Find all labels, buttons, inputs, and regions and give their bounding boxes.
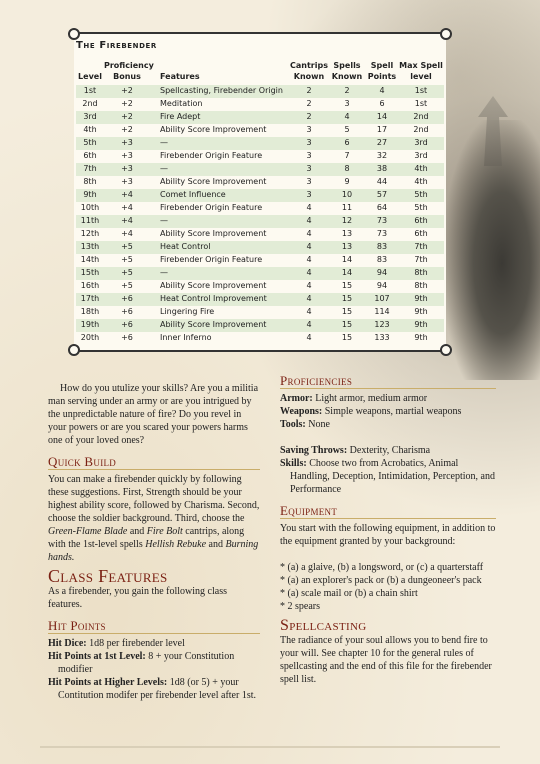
table-row — [76, 332, 444, 345]
header-max-spell-level: Max Spell level — [399, 61, 443, 81]
cell-spells-known: 14 — [341, 268, 353, 277]
cell-cantrips: 4 — [306, 320, 312, 329]
cell-level: 17th — [80, 294, 100, 303]
cell-spell-points: 4 — [379, 86, 385, 95]
cell-level: 19th — [80, 320, 100, 329]
cell-proficiency: +5 — [121, 281, 133, 290]
cell-spells-known: 7 — [344, 151, 350, 160]
cell-max-level: 6th — [414, 229, 428, 238]
cell-level: 6th — [83, 151, 97, 160]
cell-level: 16th — [80, 281, 100, 290]
table-row — [76, 267, 444, 280]
table-row — [76, 306, 444, 319]
table-corner-ornament — [440, 28, 452, 40]
cell-cantrips: 3 — [306, 125, 312, 134]
cell-features: Inner Inferno — [160, 333, 212, 342]
cell-features: — — [160, 164, 168, 173]
table-row — [76, 202, 444, 215]
cell-max-level: 5th — [414, 190, 428, 199]
cell-spells-known: 13 — [341, 242, 353, 251]
cell-level: 7th — [83, 164, 97, 173]
cell-proficiency: +2 — [121, 99, 133, 108]
table-title: The Firebender — [76, 40, 157, 51]
cell-spells-known: 10 — [341, 190, 353, 199]
spellcasting-text: The radiance of your soul allows you to bend fire to your will. See chapter 10 for the general rules of spellcasting and the end of this file for the firebender spell list. — [280, 635, 492, 685]
table-row — [76, 280, 444, 293]
cell-level: 1st — [83, 86, 97, 95]
cell-spells-known: 11 — [341, 203, 353, 212]
cell-cantrips: 4 — [306, 333, 312, 342]
cell-proficiency: +4 — [121, 216, 133, 225]
cell-spells-known: 4 — [344, 112, 350, 121]
quick-build-heading: Quick Build — [48, 455, 260, 470]
cell-proficiency: +6 — [121, 333, 133, 342]
cell-spell-points: 14 — [376, 112, 388, 121]
cell-level: 10th — [80, 203, 100, 212]
cell-level: 4th — [83, 125, 97, 134]
cell-level: 13th — [80, 242, 100, 251]
cell-spell-points: 38 — [376, 164, 388, 173]
cell-cantrips: 4 — [306, 203, 312, 212]
cell-features: Ability Score Improvement — [160, 281, 267, 290]
cell-max-level: 6th — [414, 216, 428, 225]
equipment-list — [280, 561, 496, 613]
cell-spell-points: 6 — [379, 99, 385, 108]
header-proficiency: Proficiency Bonus — [104, 61, 154, 81]
table-row — [76, 215, 444, 228]
cell-proficiency: +4 — [121, 190, 133, 199]
cell-spells-known: 15 — [341, 333, 353, 342]
equipment-item: * 2 spears — [280, 601, 320, 612]
cell-cantrips: 4 — [306, 229, 312, 238]
cell-max-level: 9th — [414, 320, 428, 329]
cell-proficiency: +2 — [121, 112, 133, 121]
cell-proficiency: +3 — [121, 138, 133, 147]
cell-level: 3rd — [83, 112, 97, 121]
tools-line: Tools: None — [280, 419, 330, 430]
cell-proficiency: +3 — [121, 164, 133, 173]
cell-level: 18th — [80, 307, 100, 316]
cell-spells-known: 8 — [344, 164, 350, 173]
cell-max-level: 9th — [414, 294, 428, 303]
cell-proficiency: +3 — [121, 177, 133, 186]
cell-max-level: 8th — [414, 281, 428, 290]
header-level: Level — [78, 72, 102, 81]
cell-features: Ability Score Improvement — [160, 320, 267, 329]
cell-cantrips: 4 — [306, 281, 312, 290]
cell-level: 8th — [83, 177, 97, 186]
cell-features: Ability Score Improvement — [160, 177, 267, 186]
cell-max-level: 3rd — [414, 151, 428, 160]
table-row — [76, 137, 444, 150]
cell-max-level: 8th — [414, 268, 428, 277]
cell-cantrips: 4 — [306, 242, 312, 251]
hit-dice-line: Hit Dice: 1d8 per firebender level — [48, 638, 185, 649]
table-row — [76, 176, 444, 189]
cell-features: Fire Adept — [160, 112, 201, 121]
cell-level: 14th — [80, 255, 100, 264]
hit-points-heading: Hit Points — [48, 619, 260, 634]
cell-features: Lingering Fire — [160, 307, 215, 316]
cell-spell-points: 17 — [376, 125, 388, 134]
hp-higher-levels-line: Hit Points at Higher Levels: 1d8 (or 5) + your Contitution modifer per firebender level after 1st. — [48, 677, 256, 701]
cell-max-level: 7th — [414, 255, 428, 264]
table-corner-ornament — [440, 344, 452, 356]
cell-cantrips: 4 — [306, 268, 312, 277]
cell-spell-points: 64 — [376, 203, 388, 212]
right-column — [280, 372, 496, 686]
cell-cantrips: 3 — [306, 177, 312, 186]
cell-max-level: 3rd — [414, 138, 428, 147]
cell-cantrips: 3 — [306, 164, 312, 173]
cell-spell-points: 123 — [374, 320, 390, 329]
cell-spells-known: 3 — [344, 99, 350, 108]
cell-cantrips: 2 — [306, 112, 312, 121]
cell-cantrips: 4 — [306, 255, 312, 264]
cell-proficiency: +6 — [121, 307, 133, 316]
table-row — [76, 293, 444, 306]
cell-spell-points: 73 — [376, 216, 388, 225]
cell-features: Heat Control — [160, 242, 211, 251]
equipment-item: * (a) an explorer's pack or (b) a dungeoneer's pack — [280, 575, 482, 586]
cell-proficiency: +2 — [121, 125, 133, 134]
header-spell-points: Spell Points — [367, 61, 397, 81]
cell-cantrips: 4 — [306, 307, 312, 316]
cell-spells-known: 13 — [341, 229, 353, 238]
cell-proficiency: +4 — [121, 229, 133, 238]
cell-features: Meditation — [160, 99, 203, 108]
cell-spell-points: 107 — [374, 294, 390, 303]
cell-max-level: 9th — [414, 333, 428, 342]
spellcasting-heading: Spellcasting — [280, 617, 367, 634]
cell-spells-known: 2 — [344, 86, 350, 95]
cell-spell-points: 44 — [376, 177, 388, 186]
table-corner-ornament — [68, 28, 80, 40]
cell-cantrips: 2 — [306, 99, 312, 108]
equipment-item: * (a) scale mail or (b) a chain shirt — [280, 588, 418, 599]
table-row — [76, 319, 444, 332]
table-row — [76, 124, 444, 137]
skills-line: Skills: Choose two from Acrobatics, Animal Handling, Deception, Intimidation, Perception, and Performance — [280, 458, 495, 495]
cell-spells-known: 15 — [341, 281, 353, 290]
cell-spells-known: 15 — [341, 294, 353, 303]
cell-proficiency: +2 — [121, 86, 133, 95]
table-row — [76, 98, 444, 111]
equipment-heading: Equipment — [280, 504, 496, 519]
equipment-item: * (a) a glaive, (b) a longsword, or (c) a quarterstaff — [280, 562, 484, 573]
cell-max-level: 5th — [414, 203, 428, 212]
cell-spells-known: 15 — [341, 320, 353, 329]
table-row — [76, 228, 444, 241]
table-row — [76, 189, 444, 202]
proficiencies-heading: Proficiencies — [280, 374, 496, 389]
cell-spell-points: 94 — [376, 281, 388, 290]
cell-spell-points: 57 — [376, 190, 388, 199]
weapons-line: Weapons: Simple weapons, martial weapons — [280, 406, 462, 417]
cell-spell-points: 83 — [376, 255, 388, 264]
cell-spells-known: 12 — [341, 216, 353, 225]
cell-proficiency: +5 — [121, 255, 133, 264]
cell-level: 20th — [80, 333, 100, 342]
header-spells-known: Spells Known — [331, 61, 363, 81]
header-features: Features — [160, 72, 200, 81]
cell-features: Comet Influence — [160, 190, 226, 199]
equipment-text: You start with the following equipment, in addition to the equipment granted by your background: — [280, 523, 496, 547]
cell-max-level: 2nd — [413, 112, 429, 121]
cell-proficiency: +6 — [121, 294, 133, 303]
class-features-heading: Class Features — [48, 566, 168, 586]
cell-spells-known: 14 — [341, 255, 353, 264]
cell-max-level: 2nd — [413, 125, 429, 134]
cell-spell-points: 83 — [376, 242, 388, 251]
cell-max-level: 9th — [414, 307, 428, 316]
firebender-table — [74, 32, 446, 352]
header-cantrips: Cantrips Known — [290, 61, 328, 81]
cell-level: 15th — [80, 268, 100, 277]
cell-features: — — [160, 268, 168, 277]
cell-proficiency: +5 — [121, 242, 133, 251]
quick-build-paragraph: You can make a firebender quickly by following these suggestions. First, Strength should be your highest ability score, followed by Charisma. Second, choose the soldier background. Third, choose the Green-Flame Blade and Fire Bolt cantrips, along with the 1st-level spells Hellish Rebuke and Burning hands. — [48, 474, 260, 563]
cell-max-level: 1st — [414, 99, 428, 108]
cell-features: — — [160, 138, 168, 147]
table-row — [76, 163, 444, 176]
cell-proficiency: +3 — [121, 151, 133, 160]
cell-proficiency: +4 — [121, 203, 133, 212]
cell-level: 12th — [80, 229, 100, 238]
hp-first-level-line: Hit Points at 1st Level: 8 + your Constitution modifier — [48, 651, 235, 675]
cell-spell-points: 94 — [376, 268, 388, 277]
saving-throws-line: Saving Throws: Dexterity, Charisma — [280, 445, 431, 456]
cell-features: — — [160, 216, 168, 225]
cell-cantrips: 2 — [306, 86, 312, 95]
cell-features: Firebender Origin Feature — [160, 255, 263, 264]
table-row — [76, 85, 444, 98]
table-row — [76, 254, 444, 267]
cell-max-level: 4th — [414, 164, 428, 173]
cell-spell-points: 27 — [376, 138, 388, 147]
cell-spells-known: 15 — [341, 307, 353, 316]
armor-line: Armor: Light armor, medium armor — [280, 393, 428, 404]
cell-level: 5th — [83, 138, 97, 147]
footer-divider — [40, 746, 500, 748]
cell-spells-known: 5 — [344, 125, 350, 134]
table-corner-ornament — [68, 344, 80, 356]
cell-features: Ability Score Improvement — [160, 125, 267, 134]
class-features-text: As a firebender, you gain the following class features. — [48, 586, 227, 610]
cell-level: 9th — [83, 190, 97, 199]
cell-features: Heat Control Improvement — [160, 294, 267, 303]
cell-max-level: 1st — [414, 86, 428, 95]
cell-features: Ability Score Improvement — [160, 229, 267, 238]
cell-max-level: 4th — [414, 177, 428, 186]
cell-cantrips: 3 — [306, 138, 312, 147]
table-row — [76, 150, 444, 163]
cell-cantrips: 3 — [306, 151, 312, 160]
cell-spells-known: 9 — [344, 177, 350, 186]
cell-level: 11th — [80, 216, 100, 225]
cell-spell-points: 114 — [374, 307, 390, 316]
left-column — [48, 382, 260, 702]
table-row — [76, 241, 444, 254]
table-row — [76, 111, 444, 124]
cell-proficiency: +6 — [121, 320, 133, 329]
cell-proficiency: +5 — [121, 268, 133, 277]
cell-cantrips: 4 — [306, 294, 312, 303]
cell-spell-points: 133 — [374, 333, 390, 342]
cell-features: Spellcasting, Firebender Origin — [160, 86, 283, 95]
cell-level: 2nd — [82, 99, 98, 108]
intro-paragraph: How do you utulize your skills? Are you a militia man serving under an army or are you intrigued by the unpredictable nature of fire? Do you revel in your powers or are you scared your powers harms one of your loved ones? — [48, 383, 259, 446]
cell-features: Firebender Origin Feature — [160, 203, 263, 212]
cell-spell-points: 32 — [376, 151, 388, 160]
cell-features: Firebender Origin Feature — [160, 151, 263, 160]
cell-spell-points: 73 — [376, 229, 388, 238]
cell-cantrips: 3 — [306, 190, 312, 199]
cell-spells-known: 6 — [344, 138, 350, 147]
cell-cantrips: 4 — [306, 216, 312, 225]
cell-max-level: 7th — [414, 242, 428, 251]
